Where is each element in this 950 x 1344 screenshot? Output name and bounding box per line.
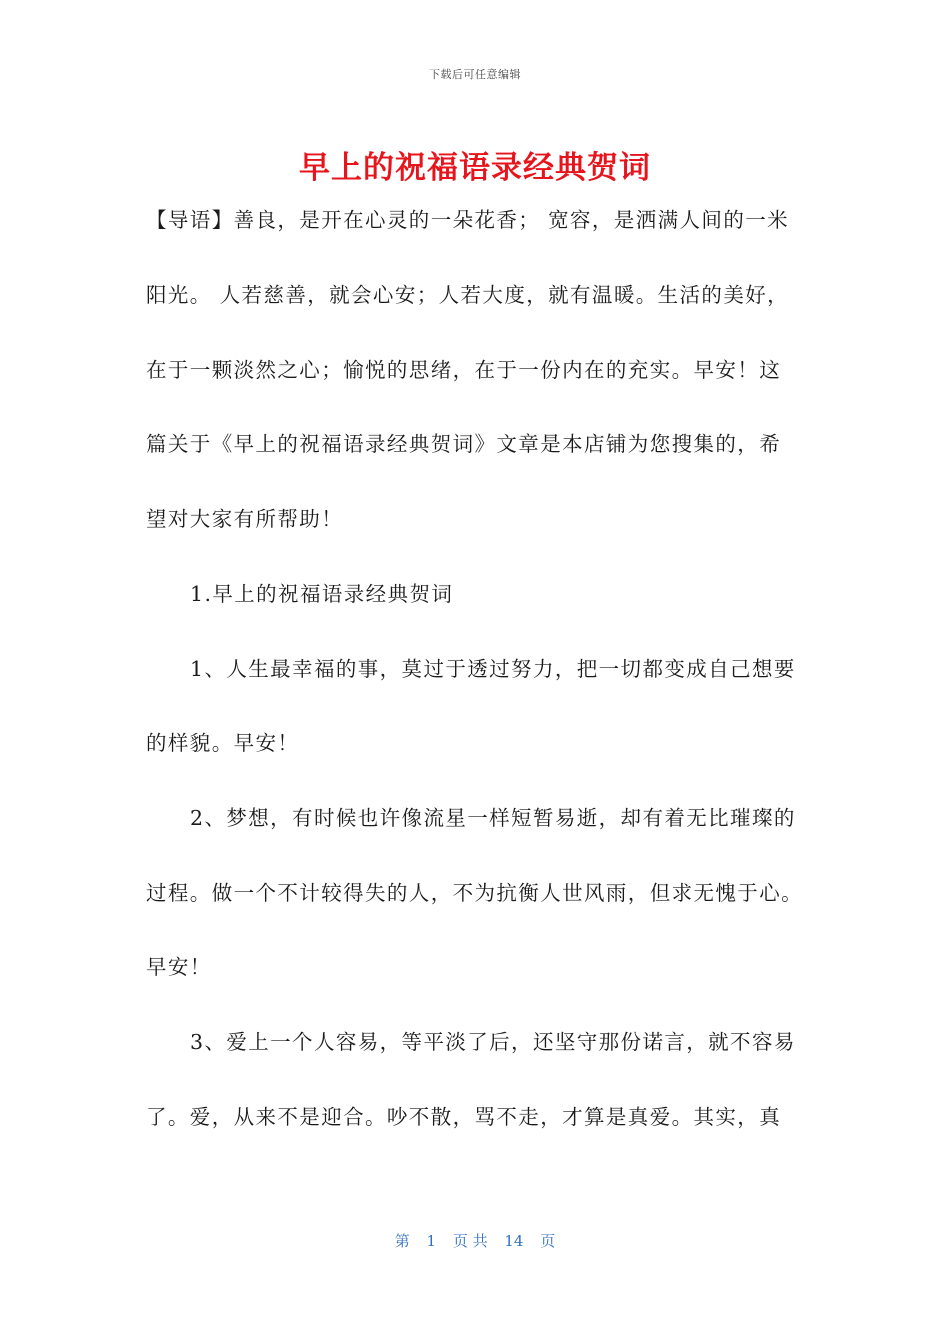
page-label-prefix: 第 (394, 1232, 410, 1250)
page-label-mid: 页 共 (452, 1232, 488, 1250)
body-line: 在于一颗淡然之心；愉悦的思绪，在于一份内在的充实。早安！这 (146, 358, 782, 382)
body-line: 2、梦想，有时候也许像流星一样短暂易逝，却有着无比璀璨的 (190, 806, 796, 830)
body-line: 3、爱上一个人容易，等平淡了后，还坚守那份诺言，就不容易 (190, 1030, 796, 1054)
page-label-suffix: 页 (540, 1232, 556, 1250)
body-line: 过程。做一个不计较得失的人，不为抗衡人世风雨，但求无愧于心。 (146, 881, 803, 905)
page-footer (0, 1230, 950, 1251)
document-title: 早上的祝福语录经典贺词 (299, 150, 651, 186)
section-heading: 1.早上的祝福语录经典贺词 (190, 582, 454, 606)
body-line: 的样貌。早安！ (146, 731, 300, 755)
header-note: 下载后可任意编辑 (429, 68, 521, 81)
body-line: 1、人生最幸福的事，莫过于透过努力，把一切都变成自己想要 (190, 657, 796, 681)
body-line: 早安！ (146, 955, 212, 979)
page-number-current: 1 (426, 1232, 437, 1250)
body-line: 【导语】善良，是开在心灵的一朵花香； 宽容，是洒满人间的一米 (146, 208, 790, 232)
body-line: 了。爱，从来不是迎合。吵不散，骂不走，才算是真爱。其实，真 (146, 1105, 782, 1129)
page-number-total: 14 (504, 1232, 524, 1250)
body-line: 阳光。 人若慈善，就会心安；人若大度，就有温暖。生活的美好， (146, 283, 790, 307)
body-line: 篇关于《早上的祝福语录经典贺词》文章是本店铺为您搜集的，希 (146, 432, 782, 456)
body-line: 望对大家有所帮助！ (146, 507, 344, 531)
